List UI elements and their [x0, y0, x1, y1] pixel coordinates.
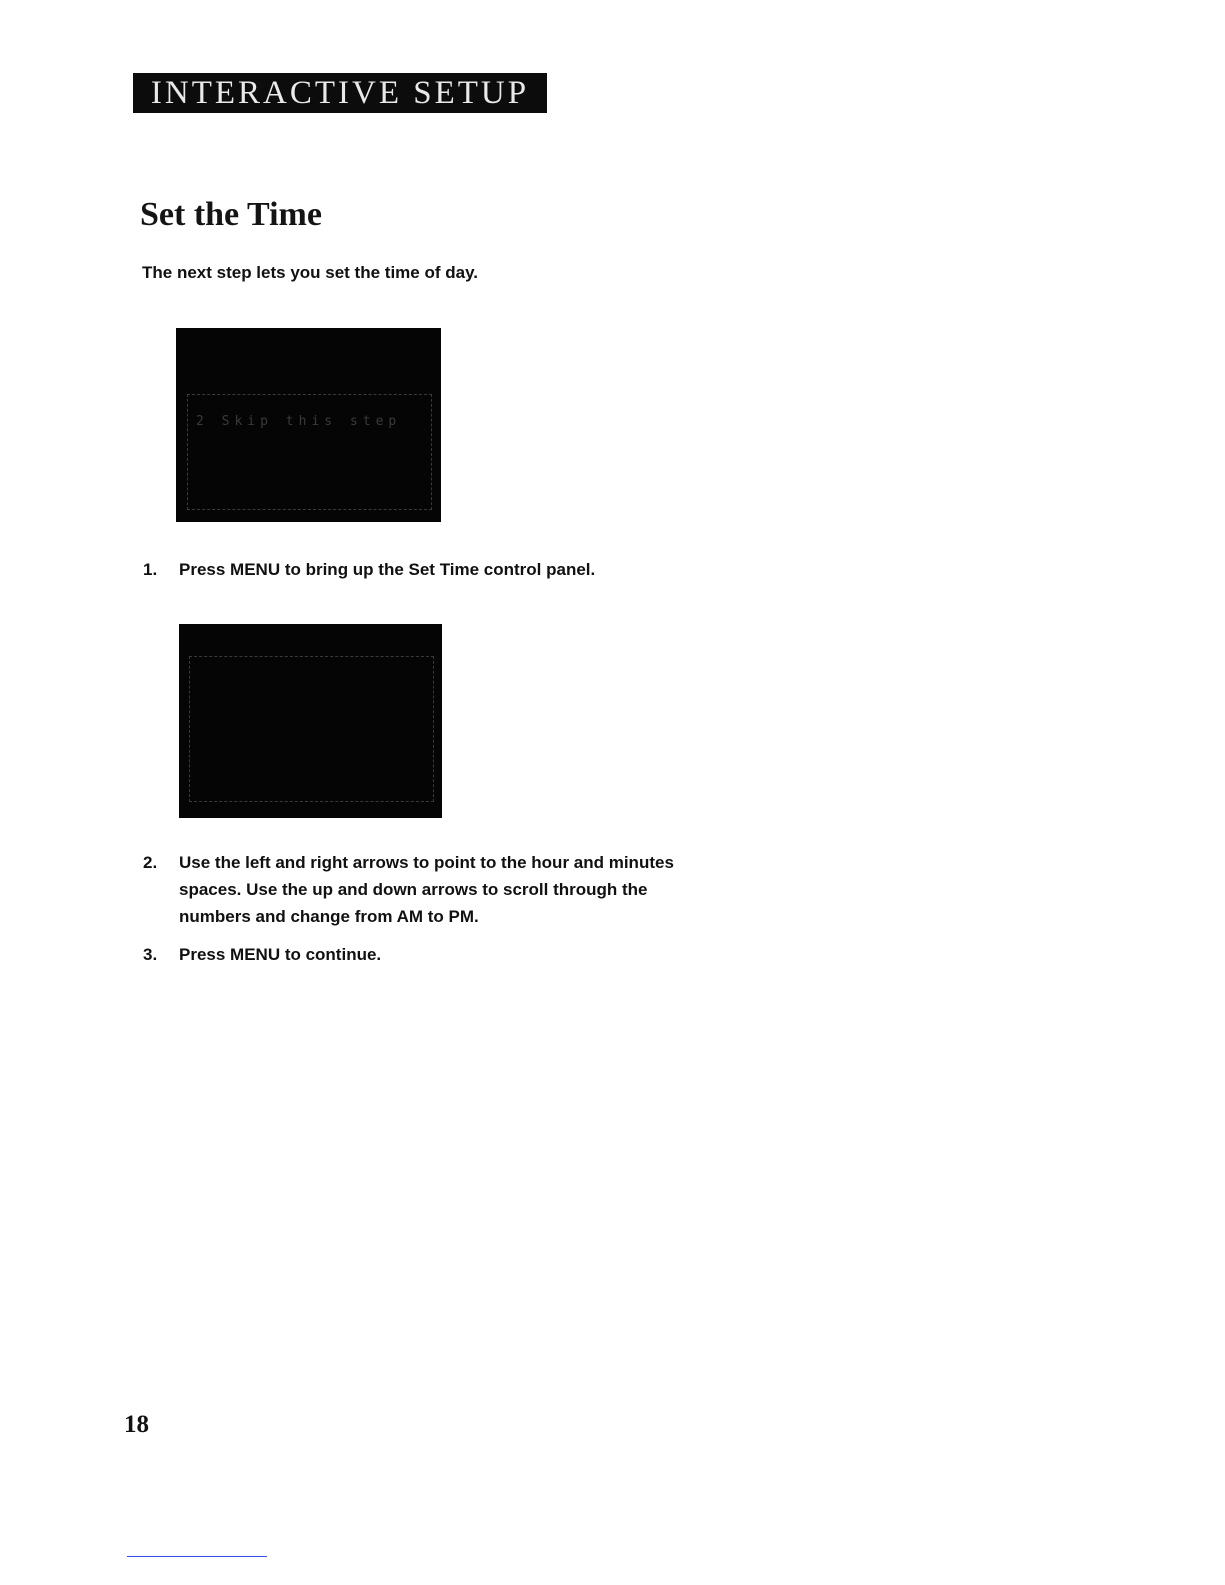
bottom-divider: [127, 1556, 267, 1557]
step-item: [143, 556, 595, 583]
page-title: Set the Time: [140, 196, 322, 233]
screen-control-panel-frame: [189, 656, 434, 802]
screen-menu-frame: [187, 394, 432, 510]
step-text: Press MENU to continue.: [179, 945, 382, 964]
step-number: 3.: [143, 945, 158, 964]
step-item: [143, 849, 683, 930]
instruction-step-1: [143, 556, 595, 583]
screen-option-skip-step: 2 Skip this step: [196, 414, 402, 429]
step-number: 2.: [143, 853, 158, 872]
section-header-banner: [133, 73, 547, 113]
intro-text: The next step lets you set the time of day.: [142, 263, 478, 282]
step-item: [143, 941, 381, 968]
instruction-step-2: [143, 849, 683, 930]
step-text: Press MENU to bring up the Set Time control panel.: [179, 560, 596, 579]
step-number: 1.: [143, 560, 158, 579]
tv-screen-image-set-time-panel: [179, 624, 442, 818]
instruction-step-3: [143, 941, 381, 968]
step-text: Use the left and right arrows to point to the hour and minutes spaces. Use the up and down arrows to scroll through the numbers and change from AM to PM.: [179, 853, 674, 926]
tv-screen-image-skip-step: [176, 328, 441, 522]
page-number: 18: [124, 1411, 149, 1438]
section-header-title: INTERACTIVE SETUP: [150, 75, 530, 111]
